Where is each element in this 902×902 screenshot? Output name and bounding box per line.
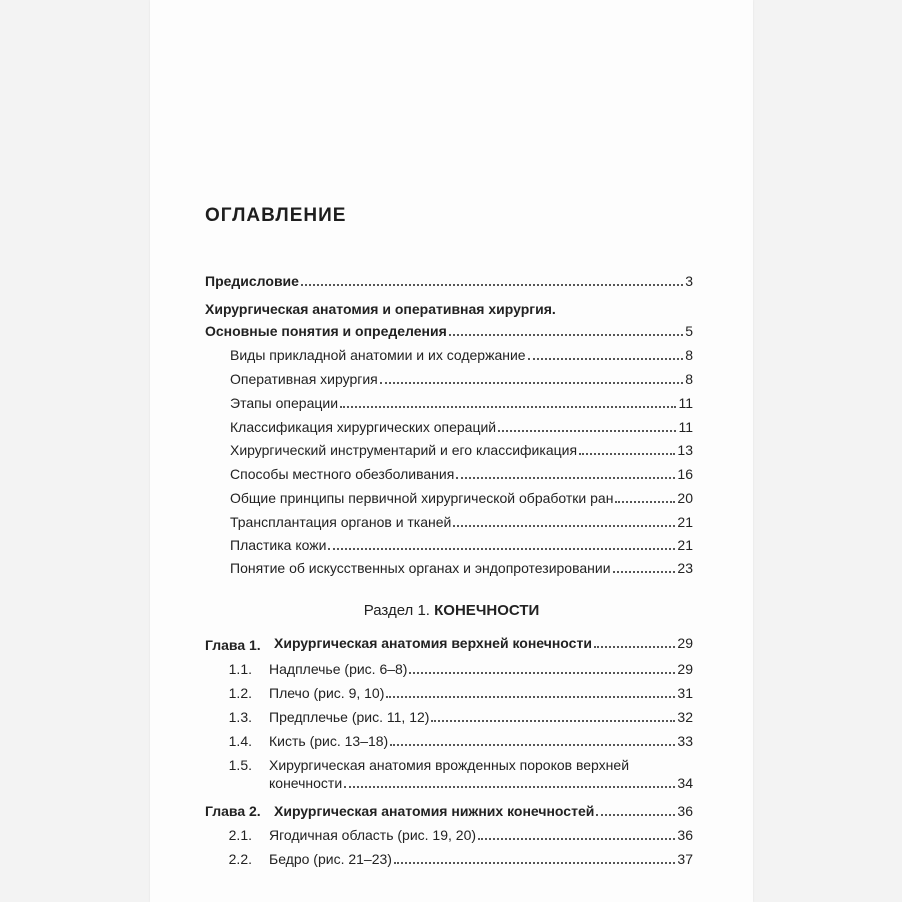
- toc-subentry[interactable]: [230, 485, 693, 507]
- dot-leader: [431, 720, 675, 722]
- dot-leader: [613, 571, 676, 573]
- toc-intro-line1: Хирургическая анатомия и оперативная хирургия.: [205, 301, 556, 317]
- toc-entry-page: 21: [677, 537, 693, 553]
- section-title: КОНЕЧНОСТИ: [434, 602, 540, 619]
- toc-entry-page: 34: [677, 775, 693, 791]
- dot-leader: [380, 382, 683, 384]
- toc-entry-page: 29: [677, 635, 693, 651]
- toc-entry-label: Оперативная хирургия: [230, 371, 378, 387]
- toc-entry-page: 20: [677, 490, 693, 506]
- toc-entry-page: 13: [677, 442, 693, 458]
- toc-entry-label: Общие принципы первичной хирургической обработки ран: [230, 490, 614, 506]
- toc-subentry[interactable]: [230, 555, 693, 577]
- dot-leader: [301, 284, 683, 286]
- dot-leader: [528, 358, 684, 360]
- toc-entry-intro[interactable]: [205, 318, 693, 340]
- toc-entry-label: Кисть (рис. 13–18): [269, 733, 389, 749]
- toc-entry-page: 36: [677, 803, 693, 819]
- toc-entry-label: Плечо (рис. 9, 10): [269, 685, 385, 701]
- toc-subentry[interactable]: [230, 390, 693, 412]
- toc-subentry[interactable]: [230, 366, 693, 388]
- toc-subentry[interactable]: [230, 414, 693, 436]
- chapter-number: Глава 1.: [205, 637, 261, 653]
- toc-entry-page: 5: [685, 323, 693, 339]
- toc-subentry[interactable]: [269, 656, 693, 678]
- dot-leader: [390, 744, 675, 746]
- toc-entry-page: 11: [678, 395, 693, 411]
- toc-entry-page: 8: [685, 347, 693, 363]
- subsection-number: 1.1.: [228, 661, 252, 677]
- toc-entry-label: Надплечье (рис. 6–8): [269, 661, 408, 677]
- toc-entry-label: Предисловие: [205, 273, 299, 289]
- toc-entry-label: Виды прикладной анатомии и их содержание: [230, 347, 526, 363]
- section-heading: [150, 602, 753, 619]
- toc-entry-label: Хирургическая анатомия нижних конечностей: [274, 803, 595, 819]
- toc-entry-label: Предплечье (рис. 11, 12): [269, 709, 430, 725]
- toc-entry-page: 37: [677, 851, 693, 867]
- toc-entry-preface[interactable]: [205, 268, 693, 290]
- toc-entry-page: 31: [677, 685, 693, 701]
- dot-leader: [394, 862, 675, 864]
- toc-entry-page: 36: [677, 827, 693, 843]
- toc-entry-page: 33: [677, 733, 693, 749]
- dot-leader: [478, 838, 675, 840]
- dot-leader: [453, 525, 675, 527]
- toc-entry-page: 21: [677, 514, 693, 530]
- subsection-number: 1.5.: [228, 757, 252, 773]
- dot-leader: [449, 334, 683, 336]
- toc-subentry[interactable]: [269, 770, 693, 792]
- toc-subentry[interactable]: [269, 728, 693, 750]
- toc-entry-label: Основные понятия и определения: [205, 323, 447, 339]
- toc-entry-label: Бедро (рис. 21–23): [269, 851, 392, 867]
- subsection-number: 1.2.: [228, 685, 252, 701]
- toc-subentry[interactable]: [230, 342, 693, 364]
- toc-subentry[interactable]: [269, 704, 693, 726]
- dot-leader: [386, 696, 675, 698]
- toc-entry-label: Пластика кожи: [230, 537, 327, 553]
- chapter-number: Глава 2.: [205, 803, 261, 819]
- toc-subentry-line1: Хирургическая анатомия врожденных пороков верхней: [269, 757, 630, 773]
- dot-leader: [596, 814, 675, 816]
- toc-entry-page: 29: [677, 661, 693, 677]
- dot-leader: [328, 548, 675, 550]
- toc-entry-page: 32: [677, 709, 693, 725]
- toc-entry-page: 11: [678, 419, 693, 435]
- toc-entry-label: Понятие об искусственных органах и эндопротезировании: [230, 560, 611, 576]
- toc-entry-label: Трансплантация органов и тканей: [230, 514, 452, 530]
- toc-entry-label: Ягодичная область (рис. 19, 20): [269, 827, 477, 843]
- dot-leader: [579, 453, 675, 455]
- toc-entry-label: Этапы операции: [230, 395, 339, 411]
- toc-entry-label: Способы местного обезболивания: [230, 466, 455, 482]
- dot-leader: [409, 672, 675, 674]
- toc-subentry[interactable]: [230, 461, 693, 483]
- toc-entry-label: Хирургическая анатомия верхней конечности: [274, 635, 592, 651]
- toc-entry-page: 16: [677, 466, 693, 482]
- toc-entry-chapter2[interactable]: [274, 798, 693, 820]
- toc-entry-page: 3: [685, 273, 693, 289]
- subsection-number: 2.1.: [228, 827, 252, 843]
- toc-entry-label: конечности: [269, 775, 343, 791]
- section-prefix: Раздел 1.: [363, 602, 430, 619]
- dot-leader: [594, 646, 675, 648]
- dot-leader: [456, 477, 675, 479]
- toc-subentry[interactable]: [269, 846, 693, 868]
- dot-leader: [344, 786, 675, 788]
- toc-subentry[interactable]: [269, 680, 693, 702]
- dot-leader: [498, 430, 676, 432]
- toc-entry-page: 23: [677, 560, 693, 576]
- toc-entry-page: 8: [685, 371, 693, 387]
- toc-entry-chapter1[interactable]: [274, 630, 693, 652]
- subsection-number: 1.4.: [228, 733, 252, 749]
- toc-subentry[interactable]: [230, 437, 693, 459]
- toc-entry-label: Хирургический инструментарий и его классификация: [230, 442, 578, 458]
- subsection-number: 2.2.: [228, 851, 252, 867]
- subsection-number: 1.3.: [228, 709, 252, 725]
- toc-subentry[interactable]: [230, 532, 693, 554]
- dot-leader: [615, 501, 675, 503]
- toc-subentry[interactable]: [230, 509, 693, 531]
- toc-subentry[interactable]: [269, 822, 693, 844]
- toc-title: ОГЛАВЛЕНИЕ: [205, 205, 347, 226]
- toc-entry-label: Классификация хирургических операций: [230, 419, 497, 435]
- dot-leader: [340, 406, 676, 408]
